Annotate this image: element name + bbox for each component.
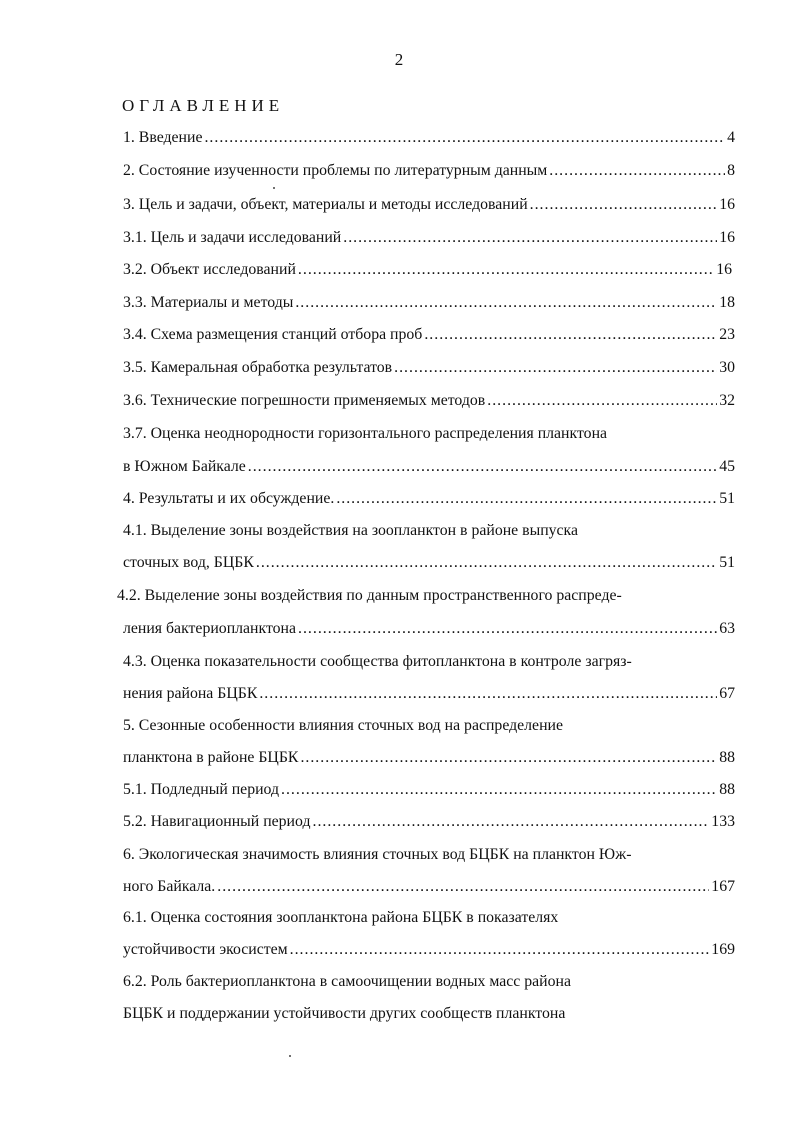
toc-entry <box>123 970 738 994</box>
toc-entry-text: 4.3. Оценка показательности сообщества фитопланктона в контроле загряз- <box>123 653 632 670</box>
toc-entry-page: 67 <box>719 685 735 702</box>
toc-entry-text: 5.1. Подледный период <box>123 781 280 798</box>
toc-entry-text: 3. Цель и задачи, объект, материалы и методы исследований <box>123 196 528 213</box>
toc-entry-text: 4.1. Выделение зоны воздействия на зоопланктон в районе выпуска <box>123 522 579 539</box>
leader-dots <box>487 389 717 413</box>
toc-entry <box>123 875 735 899</box>
leader-dots <box>343 226 717 250</box>
toc-entry <box>123 746 735 770</box>
toc-entry-text: устойчивости экосистем <box>123 941 288 958</box>
toc-entry-text: 3.6. Технические погрешности применяемых методов <box>123 392 486 409</box>
toc-entry-text: 4.2. Выделение зоны воздействия по данным пространственного распреде- <box>117 587 622 604</box>
toc-entry-text: 6. Экологическая значимость влияния сточных вод БЦБК на планктон Юж- <box>123 846 632 863</box>
toc-entry <box>123 551 735 575</box>
toc-entry-text: 3.3. Материалы и методы <box>123 294 294 311</box>
toc-entry <box>123 938 735 962</box>
leader-dots <box>394 356 717 380</box>
toc-entry <box>123 126 735 150</box>
toc-entry <box>123 810 735 834</box>
leader-dots <box>300 746 717 770</box>
toc-entry-page: 133 <box>711 813 735 830</box>
toc-entry-text: 5. Сезонные особенности влияния сточных вод на распределение <box>123 717 563 734</box>
toc-entry <box>123 258 732 282</box>
toc-entry <box>123 714 738 738</box>
toc-entry-page: 51 <box>719 554 735 571</box>
leader-dots <box>290 938 710 962</box>
toc-entry-page: 63 <box>719 620 735 637</box>
toc-entry-text: 3.7. Оценка неоднородности горизонтального распределения планктона <box>123 425 608 442</box>
toc-entry <box>123 356 735 380</box>
toc-entry-text: 4. Результаты и их обсуждение. <box>123 490 335 507</box>
toc-entry-page: 23 <box>719 326 735 343</box>
leader-dots <box>256 551 717 575</box>
toc-entry-page: 169 <box>711 941 735 958</box>
toc-entry-text: 3.1. Цель и задачи исследований <box>123 229 342 246</box>
leader-dots <box>549 159 725 183</box>
toc-entry-page: 88 <box>719 781 735 798</box>
toc-entry <box>117 584 738 608</box>
toc-entry-text: 2. Состояние изученности проблемы по литературным данным <box>123 162 548 179</box>
toc-entry-text: 6.2. Роль бактериопланктона в самоочищении водных масс района <box>123 973 571 990</box>
toc-entry-text: ления бактериопланктона <box>123 620 297 637</box>
toc-entry <box>123 617 735 641</box>
toc-entry-page: 30 <box>719 359 735 376</box>
toc-entry <box>123 1002 738 1026</box>
toc-entry-page: 4 <box>727 129 735 146</box>
toc-entry-page: 167 <box>711 878 735 895</box>
toc-entry-page: 45 <box>719 458 735 475</box>
toc-entry <box>123 389 735 413</box>
toc-entry <box>123 291 735 315</box>
leader-dots <box>259 682 717 706</box>
toc-entry <box>123 226 735 250</box>
toc-entry-page: 18 <box>719 294 735 311</box>
leader-dots <box>298 617 717 641</box>
leader-dots <box>530 193 718 217</box>
toc-entry-text: 3.5. Камеральная обработка результатов <box>123 359 393 376</box>
toc-entry-text: нения района БЦБК <box>123 685 258 702</box>
leader-dots <box>424 323 717 347</box>
toc-entry-text: в Южном Байкале <box>123 458 246 475</box>
toc-entry <box>123 193 735 217</box>
toc-entry <box>123 455 735 479</box>
leader-dots <box>217 875 709 899</box>
toc-entry-text: 3.4. Схема размещения станций отбора проб <box>123 326 423 343</box>
toc-entry <box>123 843 738 867</box>
leader-dots <box>281 778 717 802</box>
toc-entry-page: 16 <box>716 261 732 278</box>
toc-entry-text: планктона в районе БЦБК <box>123 749 299 766</box>
toc-entry <box>123 906 738 930</box>
toc-entry-text: ного Байкала. <box>123 878 216 895</box>
toc-entry-text: 3.2. Объект исследований <box>123 261 296 278</box>
toc-entry <box>123 159 735 183</box>
toc-entry-text: БЦБК и поддержании устойчивости других сообществ планктона <box>123 1005 566 1022</box>
toc-entry-text: 6.1. Оценка состояния зоопланктона района БЦБК в показателях <box>123 909 559 926</box>
leader-dots <box>336 487 717 511</box>
toc-entry-page: 88 <box>719 749 735 766</box>
toc-entry <box>123 422 738 446</box>
leader-dots <box>298 258 714 282</box>
toc-entry-page: 32 <box>719 392 735 409</box>
page-number: 2 <box>394 50 404 69</box>
toc-entry <box>123 650 738 674</box>
toc-title: ОГЛАВЛЕНИЕ <box>122 96 285 115</box>
scan-speck <box>273 187 275 189</box>
toc-entry-text: 1. Введение <box>123 129 203 146</box>
toc-entry-text: сточных вод, БЦБК <box>123 554 254 571</box>
toc-entry-page: 51 <box>719 490 735 507</box>
leader-dots <box>204 126 725 150</box>
toc-entry-page: 8 <box>727 162 735 179</box>
toc-entry <box>123 323 735 347</box>
toc-entry <box>123 487 735 511</box>
leader-dots <box>248 455 717 479</box>
toc-entry <box>123 778 735 802</box>
toc-entry-text: 5.2. Навигационный период <box>123 813 311 830</box>
scan-speck <box>289 1055 291 1057</box>
toc-entry <box>123 519 738 543</box>
leader-dots <box>313 810 710 834</box>
toc-entry-page: 16 <box>719 229 735 246</box>
leader-dots <box>295 291 717 315</box>
toc-entry-page: 16 <box>719 196 735 213</box>
toc-entry <box>123 682 735 706</box>
